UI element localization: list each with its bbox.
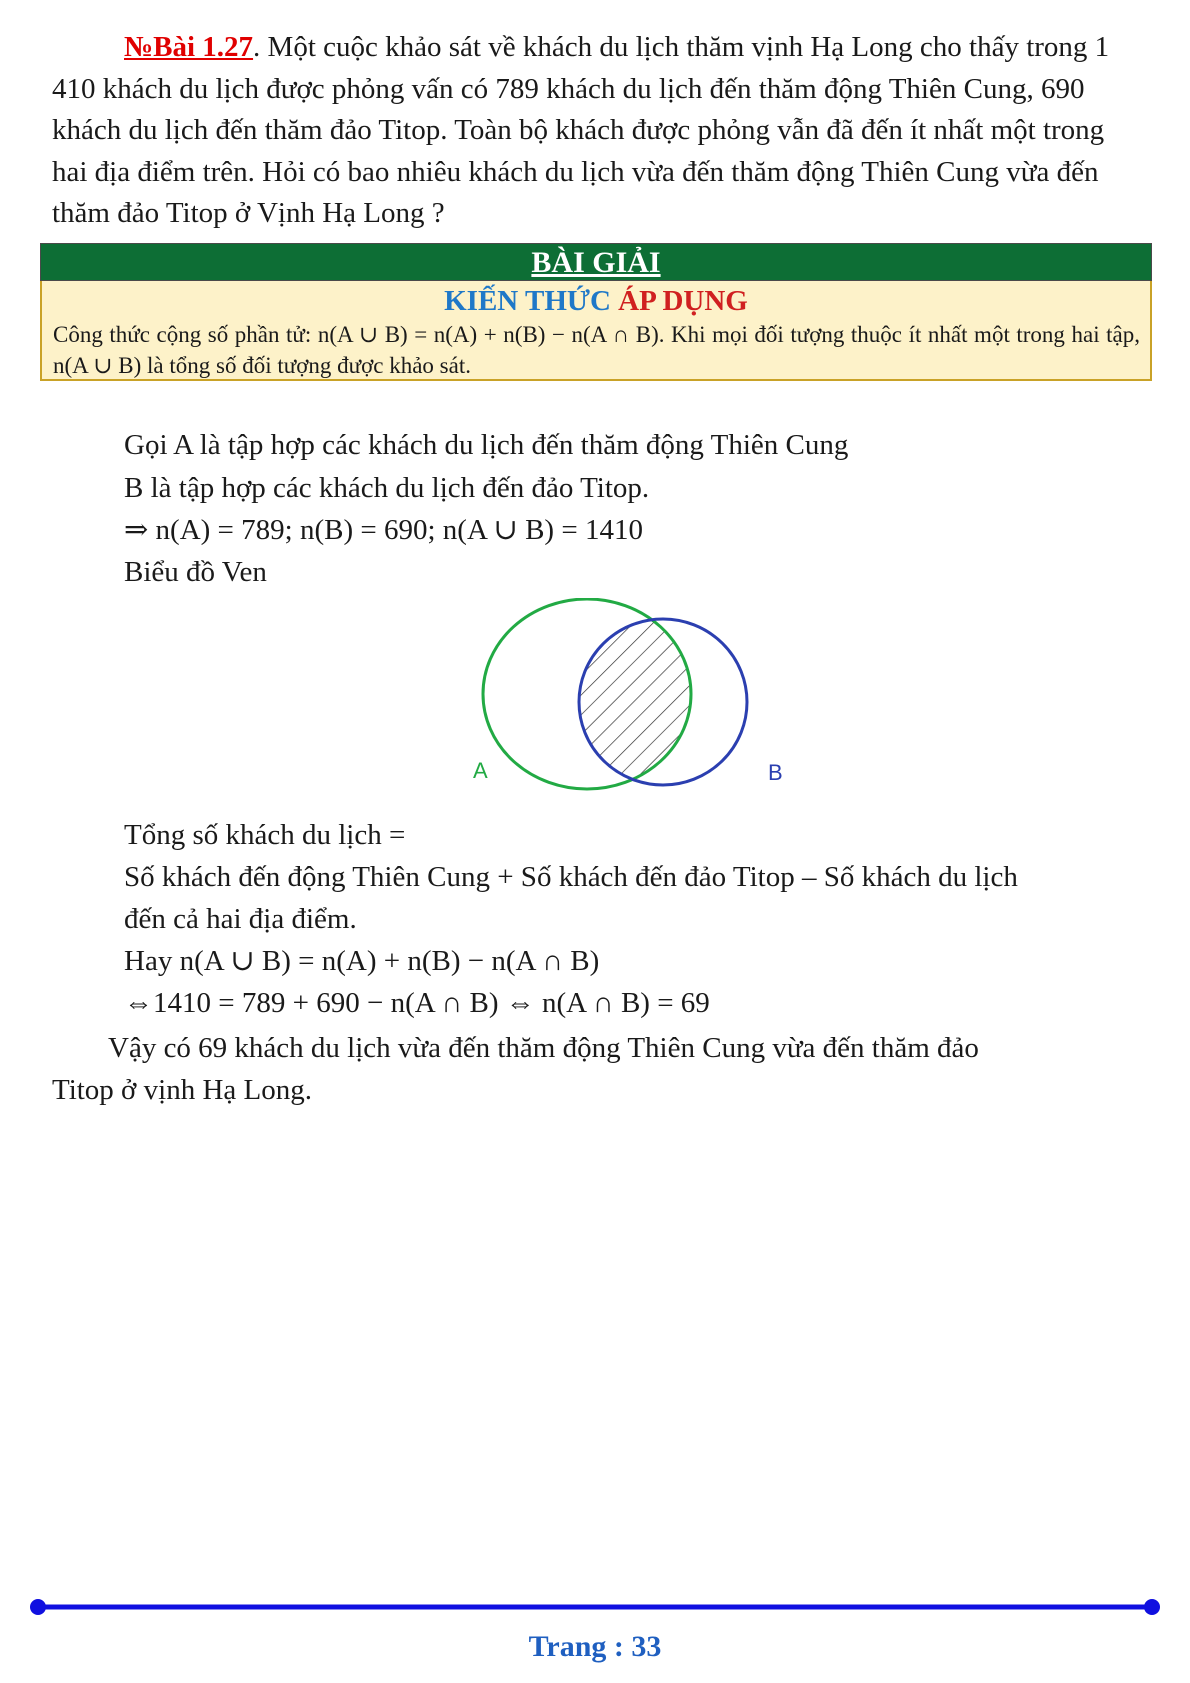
solution-line-1: Gọi A là tập hợp các khách du lịch đến thăm động Thiên Cung	[124, 429, 849, 461]
page-number: Trang : 33	[528, 1630, 662, 1663]
solution-header	[40, 243, 1152, 281]
set-a-label: A	[473, 758, 488, 783]
knowledge-title	[42, 283, 1150, 319]
knowledge-text: Công thức cộng số phần tử: n(A ∪ B) = n(A) + n(B) − n(A ∩ B). Khi mọi đối tượng thuộc ít nhất một trong hai tập, n(A ∪ B) là tổng số đối tượng được khảo sát.	[53, 322, 1140, 378]
conclusion-line-2: Titop ở vịnh Hạ Long.	[52, 1074, 312, 1106]
solution-line-7: đến cả hai địa điểm.	[124, 903, 357, 935]
knowledge-title-part1: KIẾN THỨC	[444, 285, 619, 317]
venn-caption: Biểu đồ Ven	[124, 556, 267, 588]
venn-diagram	[440, 598, 800, 808]
problem-text: . Một cuộc khảo sát về khách du lịch thăm vịnh Hạ Long cho thấy trong 1 410 khách du lịch được phỏng vấn có 789 khách du lịch đến thăm động Thiên Cung, 690 khách du lịch đến thăm đảo Titop. Toàn bộ khách được phỏng vẫn đã đến ít nhất một trong hai địa điểm trên. Hỏi có bao nhiêu khách du lịch vừa đến thăm động Thiên Cung vừa đến thăm đảo Titop ở Vịnh Hạ Long ?	[52, 31, 1110, 229]
solution-line-9: ⇔1410 = 789 + 690 − n(A ∩ B) ⇔ n(A ∩ B) = 69	[124, 987, 710, 1019]
knowledge-box	[40, 281, 1152, 381]
solution-line-3: ⇒ n(A) = 789; n(B) = 690; n(A ∪ B) = 1410	[124, 514, 643, 546]
footer-rule	[28, 1596, 1162, 1618]
solution-line-8: Hay n(A ∪ B) = n(A) + n(B) − n(A ∩ B)	[124, 945, 600, 977]
solution-line-6: Số khách đến động Thiên Cung + Số khách đến đảo Titop – Số khách du lịch	[124, 861, 1018, 893]
solution-header-label: BÀI GIẢI	[531, 246, 661, 279]
set-b-label: B	[768, 760, 783, 785]
knowledge-title-part2: ÁP DỤNG	[618, 285, 748, 317]
problem-statement	[52, 27, 1142, 235]
conclusion-line-1: Vậy có 69 khách du lịch vừa đến thăm động Thiên Cung vừa đến thăm đảo	[108, 1032, 979, 1064]
solution-line-2: B là tập hợp các khách du lịch đến đảo Titop.	[124, 472, 650, 504]
problem-label: №Bài 1.27	[124, 31, 254, 63]
solution-line-5: Tổng số khách du lịch =	[124, 819, 406, 851]
